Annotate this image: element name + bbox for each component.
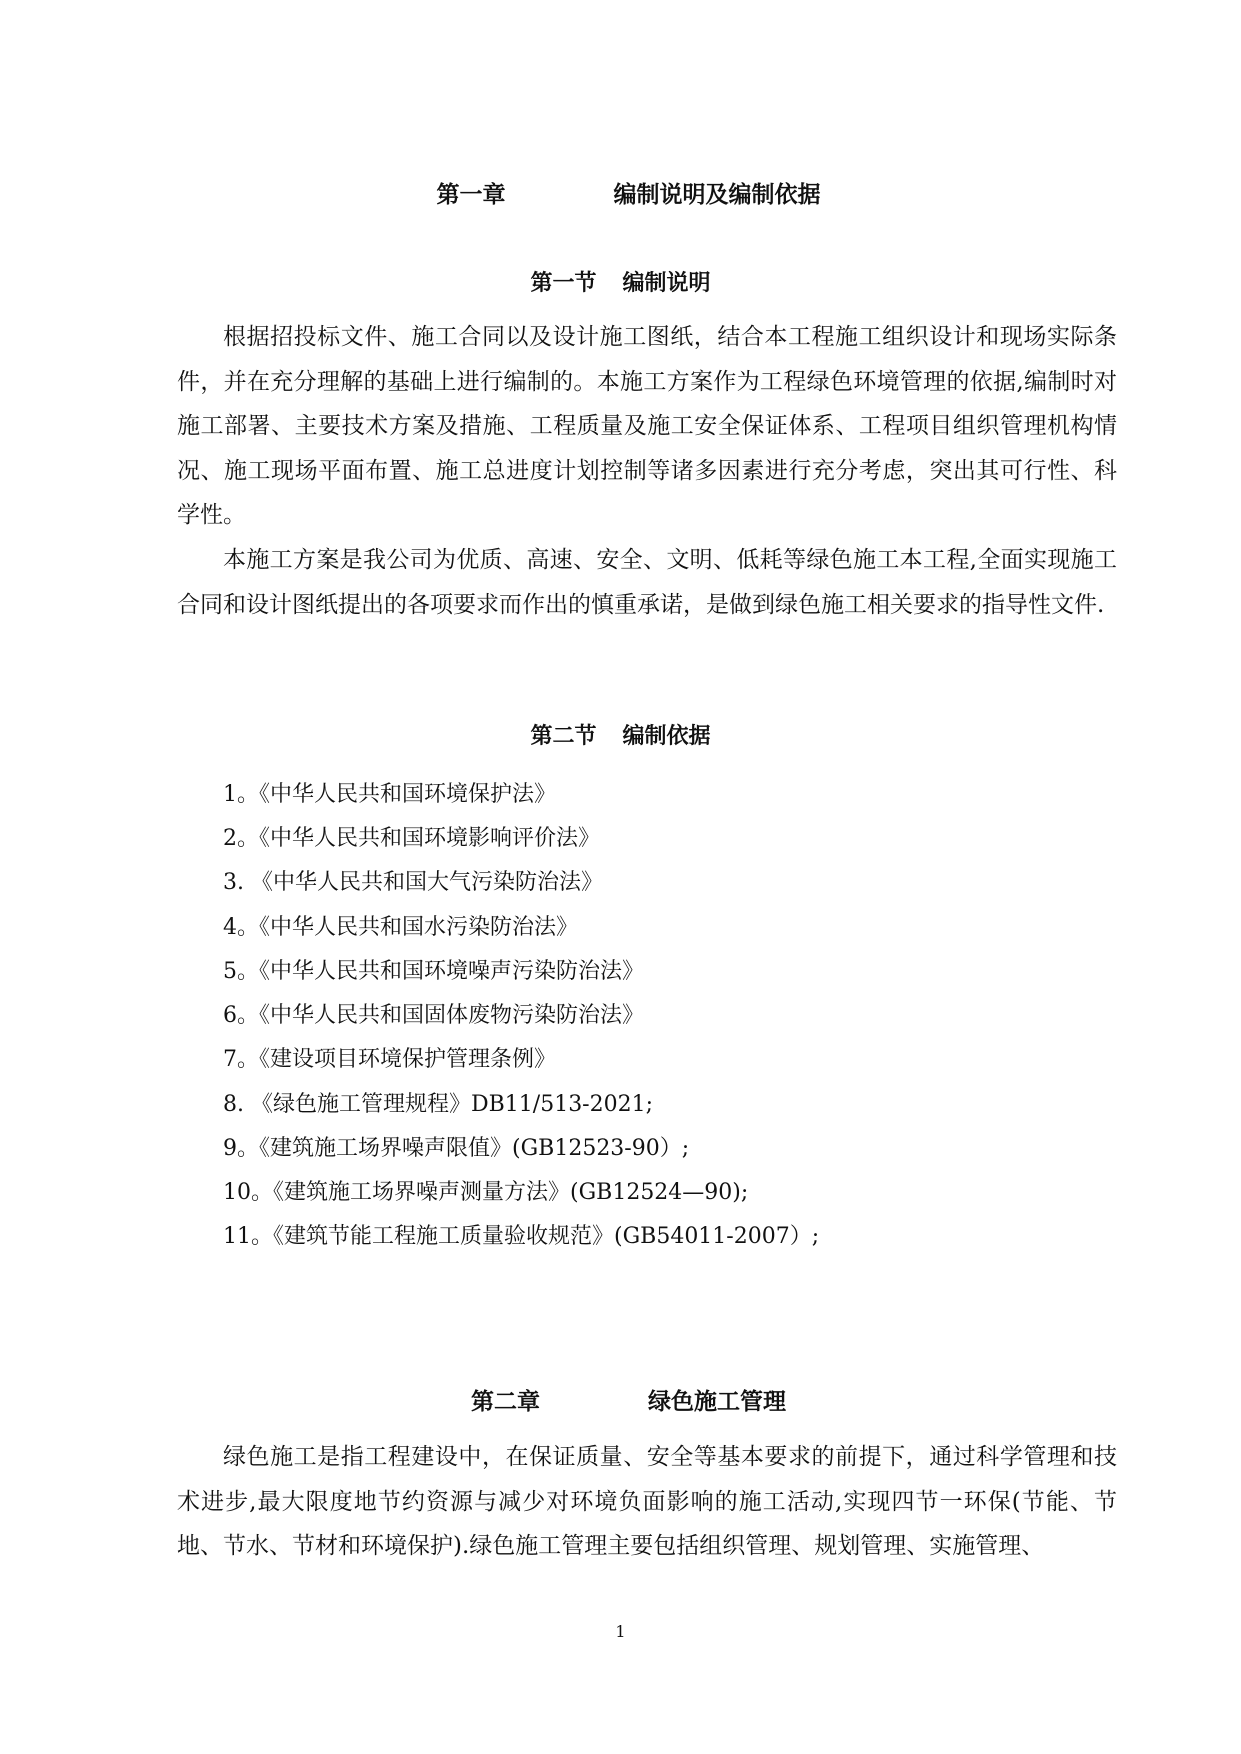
reference-item: 10。《建筑施工场界噪声测量方法》(GB12524—90); [223,1180,749,1205]
chapter-2-title: 绿色施工管理 [648,1389,786,1415]
page-number: 1 [615,1622,626,1641]
reference-item: 5。《中华人民共和国环境噪声污染防治法》 [223,959,644,984]
chapter-2-number: 第二章 [471,1389,540,1415]
section-1-paragraph-2: 本施工方案是我公司为优质、高速、安全、文明、低耗等绿色施工本工程,全面实现施工合同和设计图纸提出的各项要求而作出的慎重承诺，是做到绿色施工相关要求的指导性文件. [177,547,1117,618]
section-1-number: 第一节 [530,271,597,296]
section-1-title: 编制说明 [622,271,711,296]
reference-item: 11。《建筑节能工程施工质量验收规范》(GB54011-2007）; [223,1224,820,1249]
section-2-heading [0,719,1241,750]
chapter-1-heading [0,150,1241,209]
reference-item: 3. 《中华人民共和国大气污染防治法》 [223,870,603,895]
chapter-2-heading [0,1357,1241,1416]
section-2-title: 编制依据 [622,724,711,749]
reference-item: 4。《中华人民共和国水污染防治法》 [223,915,578,940]
reference-item: 6。《中华人民共和国固体废物污染防治法》 [223,1003,644,1028]
chapter-2-paragraph: 绿色施工是指工程建设中，在保证质量、安全等基本要求的前提下，通过科学管理和技术进步,最大限度地节约资源与减少对环境负面影响的施工活动,实现四节一环保(节能、节地、节水、节材和环境保护).绿色施工管理主要包括组织管理、规划管理、实施管理、 [177,1444,1117,1559]
reference-item: 7。《建设项目环境保护管理条例》 [223,1047,556,1072]
chapter-1-title: 编制说明及编制依据 [613,182,821,208]
reference-item: 9。《建筑施工场界噪声限值》(GB12523-90）; [223,1136,690,1161]
reference-item: 2。《中华人民共和国环境影响评价法》 [223,826,600,851]
reference-item: 8. 《绿色施工管理规程》DB11/513-2021; [223,1092,654,1117]
section-2-number: 第二节 [530,724,597,749]
section-1-paragraph-1: 根据招投标文件、施工合同以及设计施工图纸，结合本工程施工组织设计和现场实际条件，并在充分理解的基础上进行编制的。本施工方案作为工程绿色环境管理的依据,编制时对施工部署、主要技术方案及措施、工程质量及施工安全保证体系、工程项目组织管理机构情况、施工现场平面布置、施工总进度计划控制等诸多因素进行充分考虑，突出其可行性、科学性。 [177,324,1117,528]
reference-item: 1。《中华人民共和国环境保护法》 [223,782,556,807]
section-1-heading [0,266,1241,297]
chapter-1-number: 第一章 [436,182,506,208]
